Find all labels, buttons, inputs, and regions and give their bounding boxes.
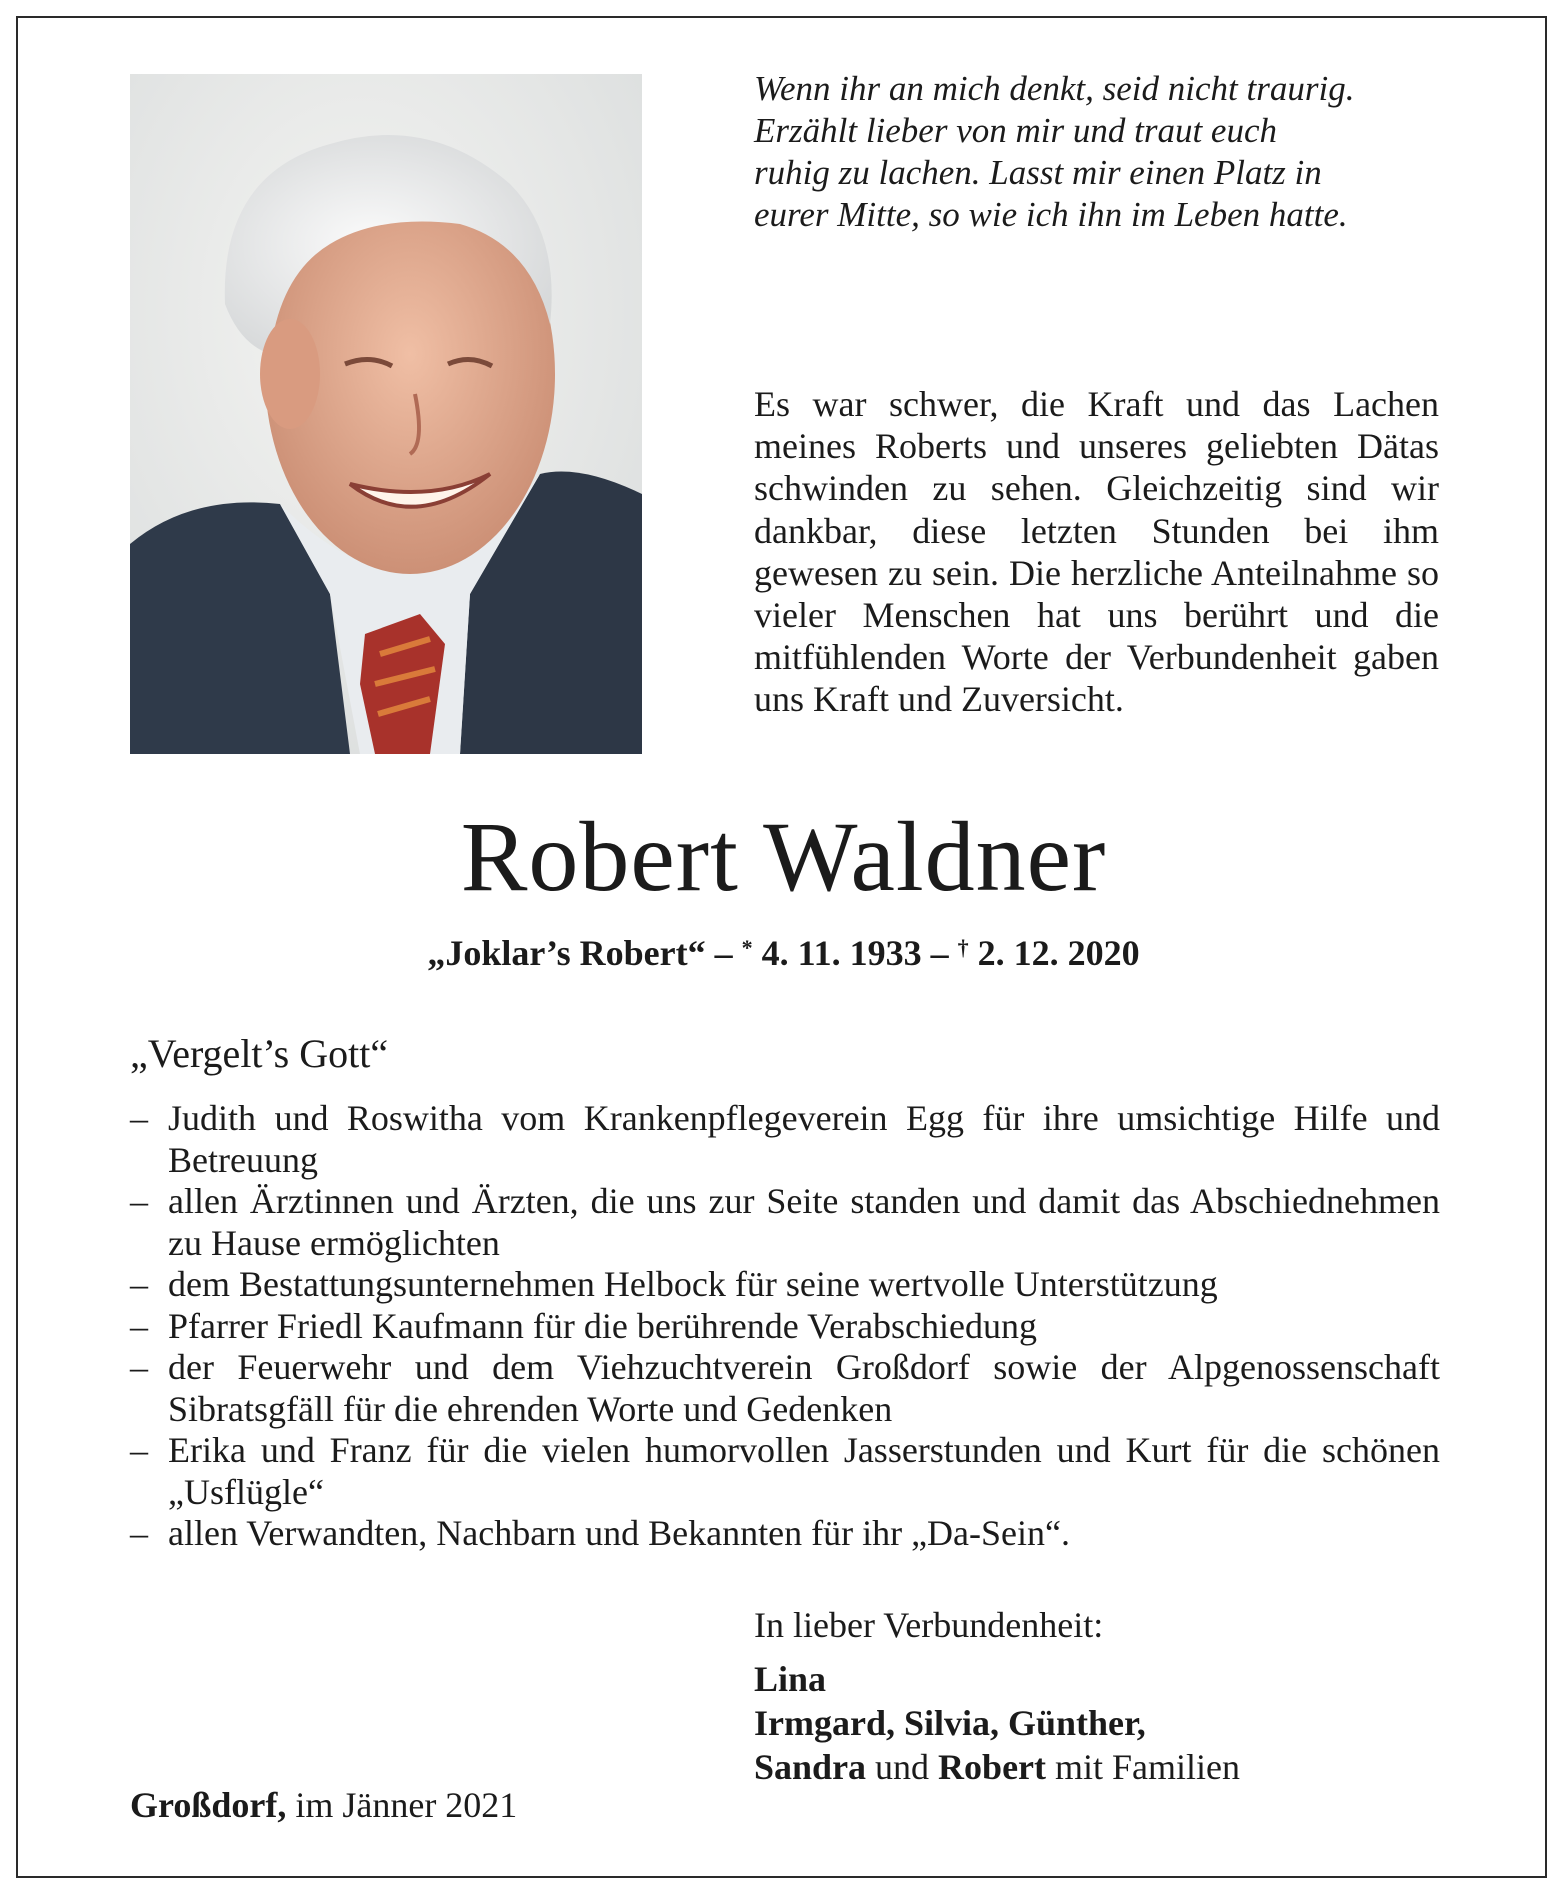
- list-item-text: allen Verwandten, Nachbarn und Bekannten für ihr „Da-Sein“.: [168, 1513, 1071, 1553]
- separator: –: [921, 933, 958, 973]
- dash-bullet: –: [130, 1347, 148, 1387]
- closing-signature: [754, 1603, 1240, 1789]
- list-item: [130, 1264, 1440, 1306]
- death-symbol: †: [957, 935, 969, 960]
- place-town: Großdorf,: [130, 1785, 287, 1825]
- signature-block: [754, 1657, 1240, 1789]
- list-item-text: der Feuerwehr und dem Viehzuchtverein Großdorf sowie der Alpgenossenschaft Sibratsgfäll für die ehrenden Worte und Gedenken: [168, 1347, 1440, 1429]
- list-item-text: allen Ärztinnen und Ärzten, die uns zur Seite standen und damit das Abschiednehmen zu Hause ermöglichten: [168, 1181, 1440, 1263]
- list-item: [130, 1347, 1440, 1430]
- deceased-name: Robert Waldner: [460, 801, 1107, 912]
- dash-bullet: –: [130, 1430, 148, 1470]
- poem-line: ruhig zu lachen. Lasst mir einen Platz in: [754, 153, 1322, 192]
- list-item: [130, 1181, 1440, 1264]
- list-item-text: Erika und Franz für die vielen humorvollen Jasserstunden und Kurt für die schönen „Usflügle“: [168, 1430, 1440, 1512]
- poem-line: Wenn ihr an mich denkt, seid nicht traurig.: [754, 69, 1355, 108]
- dash-bullet: –: [130, 1264, 148, 1304]
- signatory: Robert: [938, 1747, 1047, 1787]
- thanks-heading: „Vergelt’s Gott“: [130, 1031, 389, 1076]
- list-item: [130, 1430, 1440, 1513]
- list-item: [130, 1513, 1440, 1555]
- list-item: [130, 1098, 1440, 1181]
- dash-bullet: –: [130, 1305, 148, 1346]
- signatory: Sandra: [754, 1747, 867, 1787]
- conjunction: und: [866, 1747, 939, 1787]
- list-item: [130, 1306, 1440, 1348]
- poem-quote: [754, 68, 1454, 236]
- dash-bullet: –: [130, 1513, 148, 1553]
- list-item-text: Pfarrer Friedl Kaufmann für die berührende Verabschiedung: [168, 1305, 1038, 1346]
- separator: –: [705, 933, 742, 973]
- signature-suffix: mit Familien: [1046, 1747, 1241, 1787]
- thanks-list: [130, 1098, 1440, 1555]
- signatory: Lina: [754, 1659, 827, 1699]
- place-date: im Jänner 2021: [286, 1785, 518, 1825]
- signatory: Irmgard, Silvia, Günther,: [754, 1703, 1146, 1743]
- intro-paragraph: Es war schwer, die Kraft und das Lachen meines Roberts und unseres geliebten Dätas schwinden zu sehen. Gleichzeitig sind wir dankbar, diese letzten Stunden bei ihm gewesen zu sein. Die herzliche Anteilnahme so vieler Menschen hat uns berührt und die mitfühlenden Worte der Verbundenheit gaben uns Kraft und Zuversicht.: [754, 384, 1439, 720]
- dash-bullet: –: [130, 1098, 148, 1138]
- closing-greeting: In lieber Verbundenheit:: [754, 1605, 1104, 1645]
- place-and-date: [130, 1784, 517, 1826]
- nickname: „Joklar’s Robert“: [427, 933, 706, 973]
- birth-date: 4. 11. 1933: [752, 933, 922, 973]
- death-date: 2. 12. 2020: [968, 933, 1140, 973]
- list-item-text: dem Bestattungsunternehmen Helbock für seine wertvolle Unterstützung: [168, 1264, 1218, 1304]
- list-item-text: Judith und Roswitha vom Krankenpflegeverein Egg für ihre umsichtige Hilfe und Betreuung: [168, 1098, 1440, 1180]
- dash-bullet: –: [130, 1181, 148, 1221]
- birth-symbol: *: [741, 935, 753, 960]
- poem-line: eurer Mitte, so wie ich ihn im Leben hatte.: [754, 195, 1348, 234]
- life-dates: [0, 932, 1567, 974]
- poem-line: Erzählt lieber von mir und traut euch: [754, 111, 1278, 150]
- portrait-photo: [130, 74, 642, 754]
- portrait-image: [130, 74, 642, 754]
